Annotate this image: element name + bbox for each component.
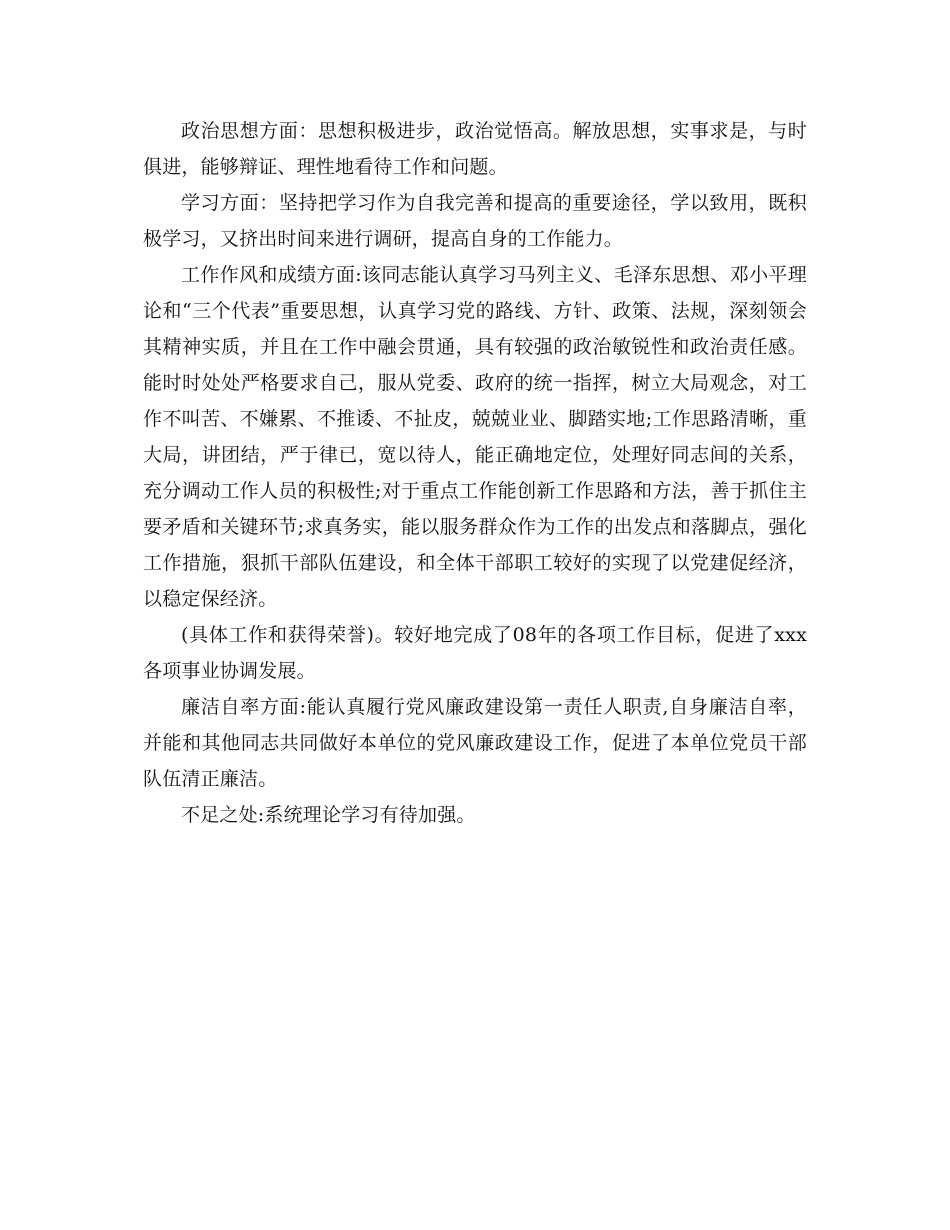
paragraph-integrity: 廉洁自率方面:能认真履行党风廉政建设第一责任人职责,自身廉洁自率，并能和其他同志共同做好本单位的党风廉政建设工作，促进了本单位党员干部队伍清正廉洁。 <box>143 696 807 790</box>
paragraph-achievements: (具体工作和获得荣誉)。较好地完成了08年的各项工作目标，促进了xxx各项事业协调发展。 <box>143 624 807 682</box>
document-body <box>143 113 807 833</box>
paragraph-work-style: 工作作风和成绩方面:该同志能认真学习马列主义、毛泽东思想、邓小平理论和“三个代表”重要思想，认真学习党的路线、方针、政策、法规，深刻领会其精神实质，并且在工作中融会贯通，具有较强的政治敏锐性和政治责任感。能时时处处严格要求自己，服从党委、政府的统一指挥，树立大局观念，对工作不叫苦、不嫌累、不推诿、不扯皮，兢兢业业、脚踏实地;工作思路清晰，重大局，讲团结，严于律已，宽以待人，能正确地定位，处理好同志间的关系，充分调动工作人员的积极性;对于重点工作能创新工作思路和方法，善于抓住主要矛盾和关键环节;求真务实，能以服务群众作为工作的出发点和落脚点，强化工作措施，狠抓干部队伍建设，和全体干部职工较好的实现了以党建促经济，以稳定保经济。 <box>143 264 807 610</box>
paragraph-shortcomings: 不足之处:系统理论学习有待加强。 <box>181 804 476 826</box>
paragraph-study: 学习方面：坚持把学习作为自我完善和提高的重要途径，学以致用，既积极学习，又挤出时间来进行调研，提高自身的工作能力。 <box>143 192 807 250</box>
paragraph-political-thought: 政治思想方面：思想积极进步，政治觉悟高。解放思想，实事求是，与时俱进，能够辩证、理性地看待工作和问题。 <box>143 120 807 178</box>
